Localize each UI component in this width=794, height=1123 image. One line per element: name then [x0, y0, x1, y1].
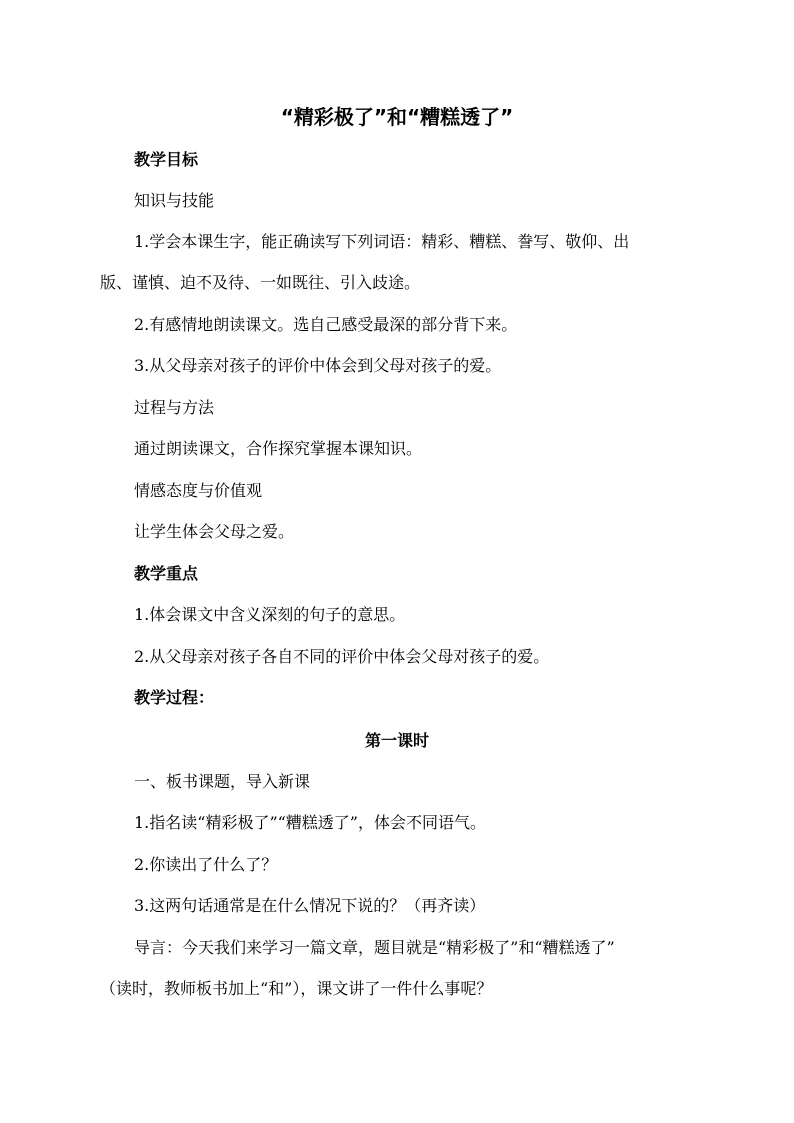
- subheading-process-method: 过程与方法: [134, 398, 215, 417]
- heading-teaching-goals: 教学目标: [134, 150, 199, 169]
- key-point-2: 2.从父母亲对孩子各自不同的评价中体会父母对孩子的爱。: [134, 647, 550, 666]
- subheading-emotion-values: 情感态度与价值观: [134, 481, 263, 500]
- knowledge-item-1-line-1: 1.学会本课生字，能正确读写下列词语：精彩、糟糕、誊写、敬仰、出: [134, 232, 630, 251]
- knowledge-item-1-line-2: 版、谨慎、迫不及待、一如既往、引入歧途。: [100, 273, 421, 292]
- emotion-text: 让学生体会父母之爱。: [134, 522, 295, 541]
- heading-teaching-procedure: 教学过程：: [134, 688, 215, 707]
- document-title: “精彩极了”和“糟糕透了”: [280, 105, 514, 129]
- section-heading-1: 一、板书课题，导入新课: [134, 772, 311, 791]
- process-text: 通过朗读课文，合作探究掌握本课知识。: [134, 439, 423, 458]
- intro-line-2: （读时，教师板书加上“和”），课文讲了一件什么事呢？: [100, 979, 493, 998]
- step-3: 3.这两句话通常是在什么情况下说的？（再齐读）: [134, 896, 486, 915]
- step-1: 1.指名读“精彩极了”“糟糕透了”，体会不同语气。: [134, 813, 486, 832]
- heading-teaching-key-points: 教学重点: [134, 564, 199, 583]
- knowledge-item-3: 3.从父母亲对孩子的评价中体会到父母对孩子的爱。: [134, 356, 502, 375]
- knowledge-item-2: 2.有感情地朗读课文。选自己感受最深的部分背下来。: [134, 315, 518, 334]
- subheading-knowledge-skills: 知识与技能: [134, 191, 215, 210]
- key-point-1: 1.体会课文中含义深刻的句子的意思。: [134, 605, 406, 624]
- lesson-title: 第一课时: [364, 731, 429, 750]
- step-2: 2.你读出了什么了？: [134, 855, 278, 874]
- intro-line-1: 导言：今天我们来学习一篇文章，题目就是“精彩极了”和“糟糕透了”: [134, 938, 615, 957]
